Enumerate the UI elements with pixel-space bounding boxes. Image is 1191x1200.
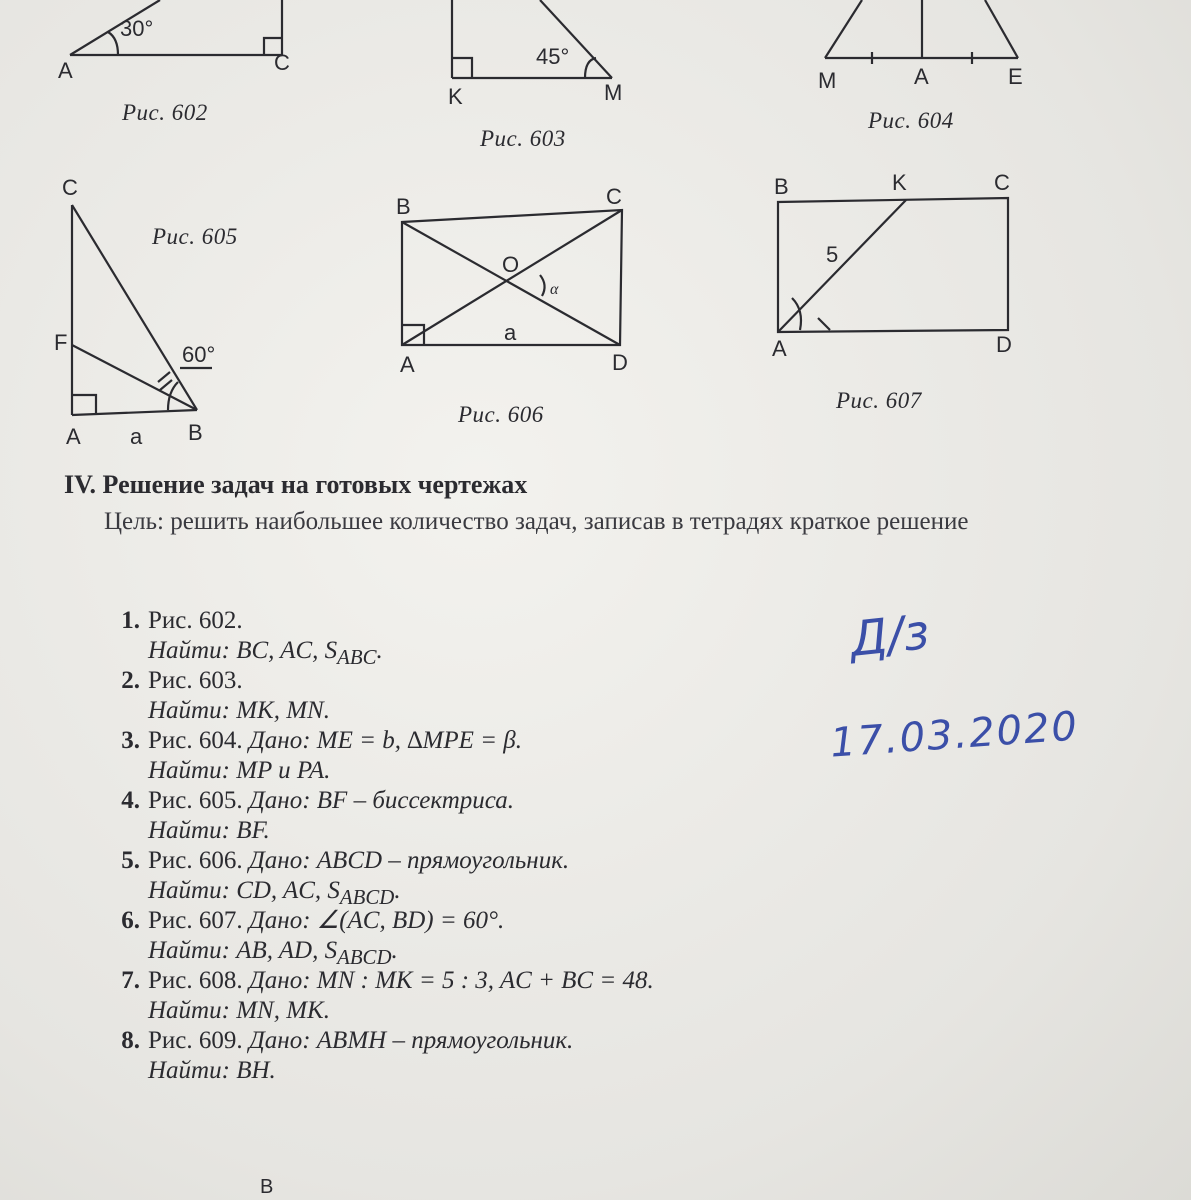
task-given: ABCD – прямоугольник.	[316, 847, 570, 874]
task-given-label: Дано:	[248, 727, 311, 754]
fig603-label-m: M	[604, 80, 623, 105]
task-given-label: Дано:	[248, 907, 311, 934]
fig607-label-a: A	[772, 336, 787, 361]
task-number: 4.	[121, 787, 140, 814]
figure-602	[58, 0, 290, 83]
task-find: BH.	[236, 1057, 276, 1084]
task-find: AB, AD, S	[236, 937, 338, 964]
task-given-label: Дано:	[248, 967, 311, 994]
fig606-alpha-label: α	[550, 281, 559, 298]
task-find-label: Найти:	[148, 877, 230, 904]
section-title: IV. Решение задач на готовых чертежах	[64, 470, 528, 499]
task-figure-ref: Рис. 607.	[148, 907, 243, 934]
fig604-label-a: A	[914, 64, 929, 89]
fig602-angle-label: 30°	[120, 16, 154, 41]
task-number: 1.	[121, 607, 140, 634]
task-number: 6.	[121, 907, 140, 934]
section-goal: Цель: решить наибольшее количество задач, записав в тетрадях краткое решение	[104, 508, 969, 535]
fig604-label-m: M	[818, 68, 837, 93]
fig607-side-five: 5	[826, 242, 839, 267]
fig607-label-k: K	[892, 170, 907, 195]
task-find-end: .	[376, 637, 383, 664]
figure-603	[448, 0, 622, 109]
task-item	[100, 1026, 860, 1086]
figure-607	[772, 170, 1012, 361]
fig606-label-o: O	[502, 252, 520, 277]
fig603-label-k: K	[448, 84, 463, 109]
fig604-label-e: E	[1008, 64, 1023, 89]
task-item	[100, 786, 860, 846]
fig607-label-c: C	[994, 170, 1010, 195]
task-find: BC, AC, S	[236, 637, 338, 664]
task-item	[100, 846, 860, 909]
fig605-label-f: F	[54, 330, 68, 355]
fig605-angle-label: 60°	[182, 342, 216, 367]
task-find: MP и PA.	[236, 757, 331, 784]
task-find-label: Найти:	[148, 937, 230, 964]
task-find-label: Найти:	[148, 997, 230, 1024]
fig606-label-c: C	[606, 184, 622, 209]
task-find-label: Найти:	[148, 817, 230, 844]
task-find-label: Найти:	[148, 757, 230, 784]
fig602-label-c: C	[274, 50, 290, 75]
fig602-label-a: A	[58, 58, 73, 83]
handwritten-homework: Д/з	[847, 604, 932, 668]
task-item	[100, 966, 860, 1026]
fig606-label-d: D	[612, 350, 628, 375]
task-number: 5.	[121, 847, 140, 874]
caption-fig604: Рис. 604	[868, 108, 954, 133]
task-find-end: .	[391, 937, 398, 964]
task-given-label: Дано:	[248, 787, 311, 814]
task-number: 3.	[121, 727, 140, 754]
task-given-label: Дано:	[248, 847, 311, 874]
fig606-label-b: B	[396, 194, 411, 219]
task-given: ABMH – прямоугольник.	[316, 1027, 574, 1054]
task-figure-ref: Рис. 605.	[148, 787, 243, 814]
task-find-label: Найти:	[148, 697, 230, 724]
fig605-label-b: B	[188, 420, 203, 445]
fig607-label-d: D	[996, 332, 1012, 357]
task-figure-ref: Рис. 609.	[148, 1027, 243, 1054]
task-find-subscript: ABCD	[337, 945, 392, 969]
figure-604	[818, 0, 1023, 93]
task-find-subscript: ABCD	[339, 885, 395, 909]
fig607-label-b: B	[774, 174, 789, 199]
handwritten-date: 17.03.2020	[828, 703, 1081, 767]
fig603-angle-label: 45°	[536, 44, 570, 69]
task-given: ∠(AC, BD) = 60°.	[316, 907, 505, 934]
task-item	[100, 606, 860, 669]
caption-fig607: Рис. 607	[836, 388, 922, 413]
task-figure-ref: Рис. 608.	[148, 967, 243, 994]
task-find-subscript: ABC	[337, 645, 377, 669]
task-find-label: Найти:	[148, 1057, 230, 1084]
task-given: ME = b, ∆MPE = β.	[316, 727, 522, 754]
task-given-label: Дано:	[248, 1027, 311, 1054]
task-find: CD, AC, S	[236, 877, 340, 904]
caption-fig605: Рис. 605	[152, 224, 238, 249]
task-find: MK, MN.	[236, 697, 330, 724]
task-number: 7.	[121, 967, 140, 994]
task-number: 8.	[121, 1027, 140, 1054]
figure-605	[54, 175, 215, 449]
task-item	[100, 906, 860, 969]
task-item	[100, 726, 860, 786]
caption-fig603: Рис. 603	[480, 126, 566, 151]
fig605-label-side-a: a	[130, 424, 143, 449]
fig605-label-a: A	[66, 424, 81, 449]
task-find-label: Найти:	[148, 637, 230, 664]
task-figure-ref: Рис. 603.	[148, 667, 243, 694]
bottom-figure-label: B	[260, 1176, 274, 1198]
task-figure-ref: Рис. 602.	[148, 607, 243, 634]
caption-fig602: Рис. 602	[122, 100, 208, 125]
task-number: 2.	[121, 667, 140, 694]
fig606-label-a: A	[400, 352, 415, 377]
caption-fig606: Рис. 606	[458, 402, 544, 427]
task-given: BF – биссектриса.	[316, 787, 514, 814]
task-figure-ref: Рис. 604.	[148, 727, 243, 754]
fig605-label-c: C	[62, 175, 78, 200]
task-given: MN : MK = 5 : 3, AC + BC = 48.	[316, 967, 654, 994]
task-find: MN, MK.	[236, 997, 330, 1024]
task-find: BF.	[236, 817, 270, 844]
task-item	[100, 666, 860, 726]
task-figure-ref: Рис. 606.	[148, 847, 243, 874]
task-find-end: .	[394, 877, 401, 904]
figure-606	[396, 184, 628, 377]
fig606-side-a: a	[504, 320, 517, 345]
task-list	[100, 606, 860, 1086]
